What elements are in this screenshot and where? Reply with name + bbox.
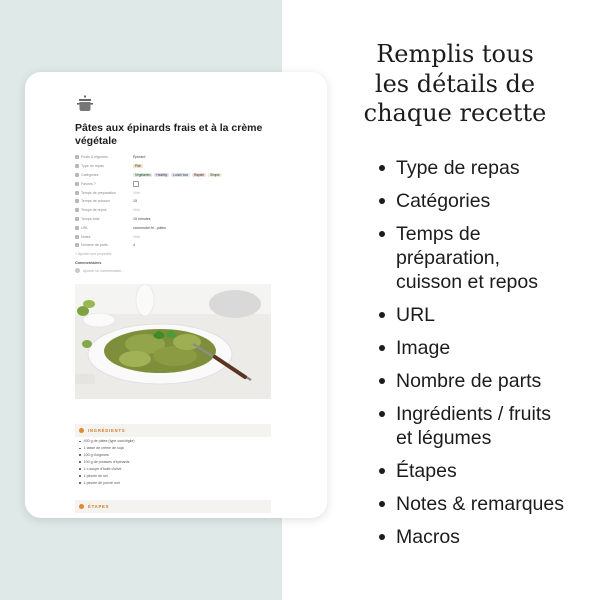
feature-text: Étapes bbox=[396, 460, 457, 482]
property-row[interactable] bbox=[75, 215, 271, 224]
comments-label: Commentaires bbox=[75, 261, 102, 265]
carrot-icon bbox=[79, 428, 84, 433]
property-value-text: caroerudel.fr/...pâtes bbox=[133, 225, 166, 230]
steps-header bbox=[75, 500, 271, 513]
ingredient-item: 1 tasse de crème de soja bbox=[79, 445, 269, 452]
property-icon bbox=[75, 164, 79, 168]
steps-label: ÉTAPES bbox=[88, 504, 110, 509]
property-row[interactable] bbox=[75, 162, 271, 171]
avatar bbox=[75, 268, 80, 273]
favorite-checkbox[interactable] bbox=[133, 181, 139, 187]
feature-item bbox=[376, 336, 596, 360]
property-key bbox=[75, 243, 133, 247]
property-row[interactable] bbox=[75, 153, 271, 162]
comment-input[interactable]: Ajouter un commentaire... bbox=[83, 268, 125, 273]
cooking-pot-icon bbox=[75, 94, 95, 114]
property-key-label: Temps total bbox=[81, 216, 100, 221]
property-value[interactable] bbox=[133, 243, 135, 247]
property-value-text: Épinard bbox=[133, 155, 146, 160]
feature-list bbox=[376, 156, 596, 558]
property-value-text: Vide bbox=[133, 208, 141, 213]
ingredient-item: 1 pincée de sel bbox=[79, 472, 269, 479]
property-icon bbox=[75, 173, 79, 177]
feature-text: cuisson et repos bbox=[396, 271, 538, 293]
feature-text: Notes & remarques bbox=[396, 493, 564, 515]
property-row[interactable] bbox=[75, 179, 271, 188]
property-key bbox=[75, 226, 133, 230]
property-key bbox=[75, 173, 133, 177]
tag-chip[interactable]: Végétarien bbox=[135, 172, 151, 177]
property-key-label: Favoris ? bbox=[81, 181, 96, 186]
ingredient-item: 100 g de pousses d'épinards bbox=[79, 459, 269, 466]
tag-chip[interactable]: Lunch box bbox=[173, 172, 188, 177]
property-icon bbox=[75, 191, 79, 195]
property-icon bbox=[75, 235, 79, 239]
property-icon bbox=[75, 182, 79, 186]
property-key-label: Temps de cuisson bbox=[81, 199, 110, 204]
recipe-photo bbox=[75, 284, 271, 399]
property-value[interactable] bbox=[133, 191, 140, 195]
property-key-label: Fruits & légumes bbox=[81, 155, 108, 160]
property-value[interactable] bbox=[133, 199, 137, 203]
property-value-text: 15 minutes bbox=[133, 216, 151, 221]
property-key bbox=[75, 235, 133, 239]
add-property-button[interactable]: + Ajouter une propriété bbox=[75, 251, 112, 256]
feature-item bbox=[376, 459, 596, 483]
feature-item bbox=[376, 369, 596, 393]
feature-item bbox=[376, 303, 596, 327]
property-key-label: Temps de repos bbox=[81, 208, 107, 213]
feature-text: Nombre de parts bbox=[396, 370, 542, 392]
property-key bbox=[75, 182, 133, 186]
property-icon bbox=[75, 155, 79, 159]
property-row[interactable] bbox=[75, 241, 271, 250]
recipe-properties bbox=[75, 153, 271, 258]
property-row[interactable] bbox=[75, 171, 271, 180]
property-key-label: URL bbox=[81, 225, 89, 230]
property-value[interactable] bbox=[133, 217, 151, 221]
feature-text: Image bbox=[396, 337, 451, 359]
property-value-text: 4 bbox=[133, 243, 135, 248]
headline-line: les détails de bbox=[374, 69, 536, 98]
property-value[interactable] bbox=[133, 226, 166, 230]
headline-line: Remplis tous bbox=[376, 40, 534, 68]
property-key bbox=[75, 208, 133, 212]
feature-item bbox=[376, 525, 596, 549]
recipe-title: Pâtes aux épinards frais et à la crème végétale bbox=[75, 122, 263, 147]
feature-item bbox=[376, 222, 596, 294]
property-row[interactable] bbox=[75, 188, 271, 197]
property-key bbox=[75, 199, 133, 203]
property-icon bbox=[75, 199, 79, 203]
feature-text: préparation, bbox=[396, 247, 501, 269]
property-value[interactable] bbox=[133, 181, 139, 187]
feature-item bbox=[376, 156, 596, 180]
property-icon bbox=[75, 217, 79, 221]
feature-text: Temps de bbox=[396, 223, 481, 245]
property-key-label: Catégories bbox=[81, 172, 99, 177]
property-key bbox=[75, 155, 133, 159]
feature-text: Catégories bbox=[396, 190, 491, 212]
feature-text: Macros bbox=[396, 526, 460, 548]
ingredients-list bbox=[79, 438, 269, 486]
property-value-text: 15 bbox=[133, 199, 137, 204]
feature-item bbox=[376, 402, 596, 450]
property-icon bbox=[75, 208, 79, 212]
property-row[interactable] bbox=[75, 197, 271, 206]
property-key bbox=[75, 217, 133, 221]
tablet-preview bbox=[25, 72, 327, 518]
property-value[interactable] bbox=[133, 208, 140, 212]
ingredient-item: 400 g de pâtes (type conchiglie) bbox=[79, 438, 269, 445]
tag-chip[interactable]: Rapide bbox=[193, 172, 205, 177]
ingredient-item: 100 g d'oignons bbox=[79, 452, 269, 459]
property-row[interactable] bbox=[75, 223, 271, 232]
feature-text: Ingrédients / fruits bbox=[396, 403, 551, 425]
feature-item bbox=[376, 492, 596, 516]
property-value[interactable] bbox=[133, 155, 145, 159]
property-row[interactable] bbox=[75, 206, 271, 215]
property-value-text: Vide bbox=[133, 190, 141, 195]
property-value[interactable] bbox=[133, 235, 140, 239]
feature-text: et légumes bbox=[396, 427, 492, 449]
ingredient-item: 1 pincée de poivre noir bbox=[79, 479, 269, 486]
property-key-label: Nombre de parts bbox=[81, 243, 108, 248]
property-value[interactable] bbox=[133, 164, 143, 169]
property-key bbox=[75, 164, 133, 168]
ingredient-item: 1 c.soupe d'huile d'olive bbox=[79, 466, 269, 473]
property-value-text: Vide bbox=[133, 234, 141, 239]
ingredients-header bbox=[75, 424, 271, 437]
ingredients-label: INGRÉDIENTS bbox=[88, 428, 126, 433]
property-key-label: Temps de préparation bbox=[81, 190, 116, 195]
tag-chip[interactable]: Simple bbox=[210, 172, 220, 177]
property-value[interactable] bbox=[133, 173, 222, 178]
tag-chip[interactable]: Healthy bbox=[156, 172, 168, 177]
property-key-label: Type de repas bbox=[81, 164, 104, 169]
tag-chip[interactable]: Plat bbox=[135, 163, 141, 168]
feature-text: Type de repas bbox=[396, 157, 520, 179]
property-icon bbox=[75, 243, 79, 247]
comment-input-row[interactable] bbox=[75, 268, 124, 273]
steps-icon bbox=[79, 504, 84, 509]
property-row[interactable] bbox=[75, 232, 271, 241]
property-key-label: Notes bbox=[81, 234, 91, 239]
feature-text: URL bbox=[396, 304, 436, 326]
property-key bbox=[75, 191, 133, 195]
property-icon bbox=[75, 226, 79, 230]
headline-line: chaque recette bbox=[363, 99, 547, 127]
headline bbox=[330, 40, 580, 129]
feature-item bbox=[376, 189, 596, 213]
